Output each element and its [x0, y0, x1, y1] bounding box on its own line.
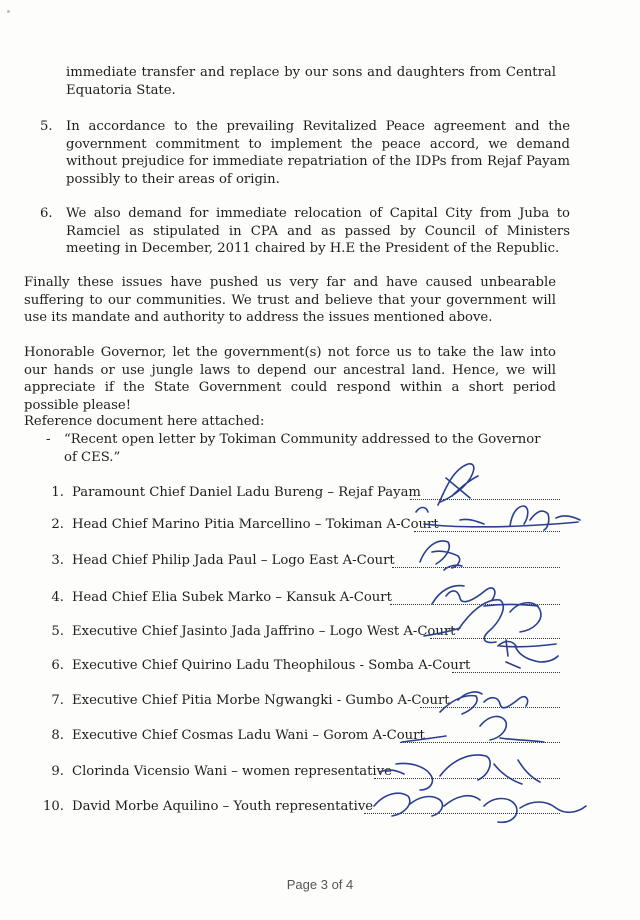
signatory-name: Executive Chief Jasinto Jada Jaffrino – Logo West A-Court	[72, 624, 456, 639]
item-number: 5.	[40, 119, 53, 134]
signature-line	[364, 813, 560, 814]
signatory-number: 6.	[51, 658, 64, 673]
signatory-number: 3.	[51, 553, 64, 568]
signature-line	[410, 499, 560, 500]
signatory-number: 4.	[51, 590, 64, 605]
closing-paragraph-2: Honorable Governor, let the government(s) not force us to take the law into our hands or use jungle laws to depend our ancestral land. Hence, we will appreciate if the State Government could respond within a short period possible please!	[24, 345, 556, 413]
item-text: We also demand for immediate relocation of Capital City from Juba to Ramciel as stipulated in CPA and as passed by Council of Ministers meeting in December, 2011 chaired by H.E the President of the Republic.	[66, 206, 570, 256]
signature-line	[374, 778, 560, 779]
signatory-row	[40, 763, 560, 783]
signature-line	[400, 742, 560, 743]
signatory-name: Executive Chief Quirino Ladu Theophilous - Somba A-Court	[72, 658, 471, 673]
reference-bullet: -	[46, 432, 51, 447]
scan-speck	[7, 10, 10, 13]
signatory-row	[40, 589, 560, 609]
signatory-number: 9.	[51, 764, 64, 779]
signatory-row	[40, 484, 560, 504]
signatory-name: Clorinda Vicensio Wani – women representative	[72, 764, 392, 779]
signatory-number: 2.	[51, 517, 64, 532]
signature-line	[414, 531, 560, 532]
signatory-row	[40, 516, 560, 536]
signatory-name: David Morbe Aquilino – Youth representative	[72, 799, 374, 814]
intro-continuation: immediate transfer and replace by our sons and daughters from Central Equatoria State.	[66, 65, 556, 98]
signatory-name: Head Chief Marino Pitia Marcellino – Tokiman A-Court	[72, 517, 439, 532]
item-text: In accordance to the prevailing Revitalized Peace agreement and the government commitment to implement the peace accord, we demand without prejudice for immediate repatriation of the IDPs from Rejaf Payam possibly to their areas of origin.	[66, 119, 570, 187]
signatory-number: 1.	[51, 485, 64, 500]
signatory-number: 10.	[43, 799, 64, 814]
signatory-name: Head Chief Elia Subek Marko – Kansuk A-Court	[72, 590, 392, 605]
signatory-name: Paramount Chief Daniel Ladu Bureng – Rejaf Payam	[72, 485, 421, 500]
signature-line	[430, 638, 560, 639]
signatory-row	[40, 552, 560, 572]
signatory-number: 8.	[51, 728, 64, 743]
numbered-item-5	[40, 118, 570, 188]
signatory-row	[40, 623, 560, 643]
signatory-name: Executive Chief Pitia Morbe Ngwangki - Gumbo A-Court	[72, 693, 450, 708]
signatory-number: 7.	[51, 693, 64, 708]
signatory-number: 5.	[51, 624, 64, 639]
page-footer: Page 3 of 4	[286, 877, 354, 892]
signatory-row	[40, 657, 560, 677]
signatory-row	[40, 692, 560, 712]
signatory-name: Head Chief Philip Jada Paul – Logo East A-Court	[72, 553, 395, 568]
signature-line	[392, 567, 560, 568]
signature-line	[390, 604, 560, 605]
reference-item: “Recent open letter by Tokiman Community addressed to the Governor of CES.”	[64, 432, 541, 465]
signatory-row	[40, 727, 560, 747]
signature-line	[452, 672, 560, 673]
item-number: 6.	[40, 206, 53, 221]
closing-paragraph-1: Finally these issues have pushed us very far and have caused unbearable suffering to our communities. We trust and believe that your government will use its mandate and authority to address the issues mentioned above.	[24, 275, 556, 325]
signature-line	[420, 707, 560, 708]
signatory-name: Executive Chief Cosmas Ladu Wani – Gorom A-Court	[72, 728, 425, 743]
signatory-row	[40, 798, 560, 818]
numbered-item-6	[40, 205, 570, 259]
reference-heading: Reference document here attached:	[24, 414, 265, 429]
